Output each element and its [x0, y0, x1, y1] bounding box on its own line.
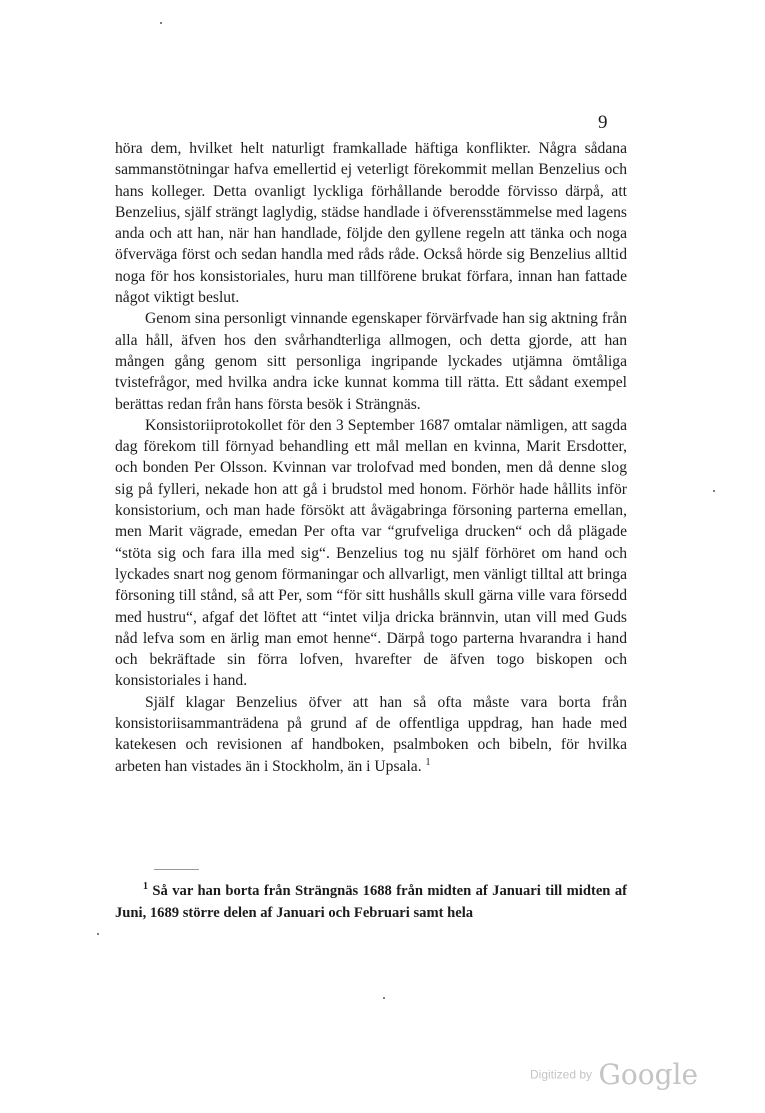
scan-speck: [383, 997, 385, 999]
scan-speck: [160, 22, 162, 24]
paragraph-1: höra dem, hvilket helt naturligt framkallade häftiga konflikter. Några sådana sammanstötningar hafva emellertid ej veterligt förekommit mellan Benzelius och hans kolleger. Detta ovanligt lyckliga förhållande berodde förvisso därpå, att Benzelius, själf strängt laglydig, städse handlade i öfverensstämmelse med lagens anda och att han, när han handlade, följde den gyllene regeln att tänka och noga öfverväga först och sedan handla med råds råde. Också hörde sig Benzelius alltid noga för hos konsistoriales, huru man tillförene brukat förfara, innan han fattade något viktigt beslut.: [115, 140, 627, 307]
footnote-text: Så var han borta från Strängnäs 1688 från midten af Januari till midten af Juni, 1689 större delen af Januari och Februari samt hela: [115, 883, 627, 921]
page-number: 9: [598, 112, 608, 133]
footnote-reference: 1: [425, 756, 431, 768]
footnote: [115, 880, 627, 924]
paragraph-2: Genom sina personligt vinnande egenskaper förvärfvade han sig aktning från alla håll, äfven hos den svårhandterliga allmogen, och detta gjorde, att han mången gång genom sitt personliga ingripande lyckades utjämna ömtåliga tvistefrågor, med hvilka andra icke kunnat komma till rätta. Ett sådant exempel berättas redan från hans första besök i Strängnäs.: [115, 310, 627, 413]
footnote-divider: [154, 869, 199, 870]
scan-speck: [97, 933, 99, 935]
google-logo: Google: [598, 1058, 699, 1091]
footnote-marker: 1: [143, 881, 148, 893]
paragraph-4: [115, 692, 627, 777]
paragraph-3: Konsistoriiprotokollet för den 3 September 1687 omtalar nämligen, att sagda dag förekom till förnyad behandling ett mål mellan en kvinna, Marit Ersdotter, och bonden Per Olsson. Kvinnan var trolofvad med bonden, men då denne slog sig på fylleri, nekade hon att gå i brudstol med honom. Förhör hade hållits inför konsistorium, och man hade försökt att åvägabringa försoning parterna emellan, men Marit vägrade, emedan Per ofta var “grufveliga drucken“ och då plägade “stöta sig och fara illa med sig“. Benzelius tog nu själf förhöret om hand och lyckades snart nog genom förmaningar och allvarligt, men vänligt tilltal att bringa försoning till stånd, så att Per, som “för sitt hushålls skull gärna ville vara försedd med hustru“, afgaf det löftet att “intet vilja dricka brännvin, utan vill med Guds nåd lefva som en ärlig man emot henne“. Därpå togo parterna hvarandra i hand och bekräftade sin förra lofven, hvarefter de äfven togo biskopen och konsistoriales i hand.: [115, 416, 627, 690]
paragraph-4-text: Själf klagar Benzelius öfver att han så ofta måste vara borta från konsistoriisammanträdena på grund af de offentliga uppdrag, han hade med katekesen och revisionen af handboken, psalmboken och bibeln, för hvilka arbeten han vistades än i Stockholm, än i Upsala.: [115, 693, 627, 775]
scan-speck: [713, 490, 715, 492]
digitized-watermark: [530, 1058, 698, 1091]
watermark-prefix: Digitized by: [530, 1067, 593, 1082]
main-text: [115, 138, 627, 777]
